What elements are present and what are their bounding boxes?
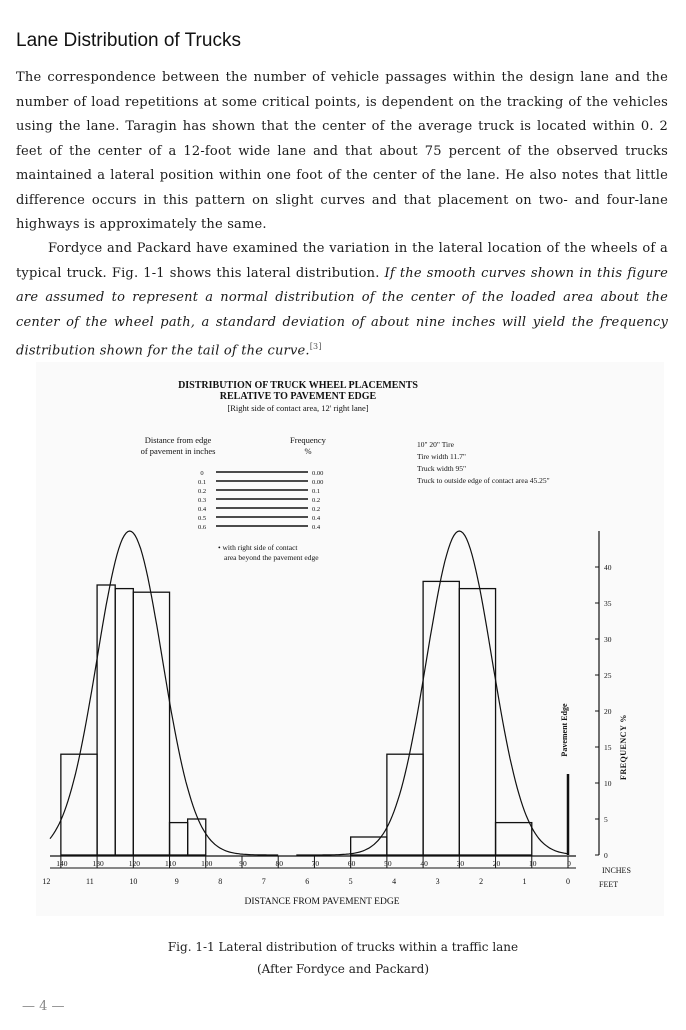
feet-tick-label: 2 [479,877,484,886]
histogram-bar-right [423,581,459,855]
legend-row-frequency: 0.4 [312,524,321,531]
frequency-tick-label: 40 [604,563,612,572]
legend-row-frequency: 0.2 [312,497,321,504]
inches-tick-label: 10 [529,859,537,868]
frequency-tick-label: 30 [604,635,612,644]
legend-row-frequency: 0.00 [312,479,324,486]
legend-row-frequency: 0.1 [312,488,321,495]
chart-title-3: [Right side of contact area, 12' right lane] [227,403,369,413]
inches-tick-label: 70 [311,859,320,868]
legend-frequency-label-1: Frequency [290,435,326,445]
feet-unit-label: FEET [599,880,619,889]
frequency-tick-label: 20 [604,707,612,716]
legend-row-distance: 0 [200,470,204,477]
inches-tick-label: 50 [384,859,392,868]
histogram-bar-right [459,589,495,855]
inches-unit-label: INCHES [602,866,631,875]
legend-row-distance: 0.4 [197,506,207,513]
feet-tick-label: 12 [42,877,51,886]
feet-tick-label: 3 [435,877,440,886]
inches-tick-label: 30 [456,859,465,868]
legend-row-distance: 0.3 [197,497,207,504]
inches-tick-label: 130 [92,859,104,868]
frequency-tick-label: 15 [604,743,612,752]
truck-specs [417,440,550,485]
feet-tick-label: 10 [129,877,138,886]
histogram-bar-left [133,592,169,855]
section-heading: Lane Distribution of Trucks [16,30,241,51]
histogram-bar-right [496,823,532,855]
feet-tick-label: 1 [522,877,527,886]
inches-tick-label: 0 [567,859,571,868]
spec-line: Truck to outside edge of contact area 45.25" [417,476,550,485]
feet-tick-label: 6 [305,877,310,886]
inches-tick-label: 140 [56,859,68,868]
spec-line: 10" 20" Tire [417,440,454,449]
feet-tick-label: 7 [261,877,266,886]
paragraph-2 [16,237,668,364]
paragraph-2-text: Fordyce and Packard have examined the variation in the lateral location of the wheels of a typical truck. Fig. 1-1 shows this lateral distribution. [16,241,668,281]
normal-curve-left [50,531,278,855]
feet-tick-label: 8 [218,877,223,886]
spec-line: Truck width 95" [417,464,467,473]
truck-distribution-chart [36,362,664,916]
pavement-edge-label: Pavement Edge [560,703,569,757]
legend-row-frequency: 0.4 [312,515,321,522]
paragraph-1-text: The correspondence between the number of vehicle passages within the design lane and the number of load repetitions at some critical points, is dependent on the tracking of the vehicles using the lane. Taragin has shown that the center of the average truck is located within 0. 2 feet of the center of a 12-foot wide lane and that about 75 percent of the observed trucks maintained a lateral position within one foot of the center of the lane. He also notes that little difference occurs in this pattern on slight curves and that placement on two- and four-lane highways is approximately the same. [16,70,668,232]
inches-tick-label: 60 [347,859,356,868]
inches-tick-label: 20 [492,859,501,868]
inches-tick-label: 110 [165,859,177,868]
paragraph-1 [16,66,668,238]
legend-rows [198,470,323,531]
inches-tick-label: 80 [275,859,283,868]
inches-tick-label: 40 [420,859,428,868]
legend-row-distance: 0.6 [197,524,207,531]
histogram-bar-left [188,819,206,855]
citation-ref: [3] [309,342,322,351]
frequency-axis-label: FREQUENCY % [619,714,628,780]
frequency-tick-label: 10 [604,779,612,788]
feet-tick-label: 9 [174,877,179,886]
spec-line: Tire width 11.7" [417,452,466,461]
legend-note-2: area beyond the pavement edge [224,553,319,562]
inches-tick-label: 90 [239,859,247,868]
page-number: — 4 — [22,999,65,1014]
legend-note-1: • with right side of contact [218,543,298,552]
feet-tick-label: 4 [392,877,397,886]
legend-row-frequency: 0.00 [312,470,324,477]
inches-tick-label: 100 [201,859,213,868]
frequency-tick-label: 25 [604,671,612,680]
figure-1-1 [36,362,664,916]
legend-distance-label-1: Distance from edge [144,435,212,445]
histogram-bar-left [170,823,188,855]
figure-caption: Fig. 1-1 Lateral distribution of trucks within a traffic lane [167,940,519,954]
legend-frequency-label-2: % [304,446,312,456]
inches-tick-label: 120 [128,859,140,868]
figure-caption-source: (After Fordyce and Packard) [256,962,430,976]
feet-tick-label: 11 [85,877,94,886]
histogram-bar-left [115,589,133,855]
feet-tick-label: 5 [348,877,353,886]
frequency-tick-label: 5 [604,815,608,824]
plot-area [42,531,611,886]
legend-row-frequency: 0.2 [312,506,321,513]
histogram-bar-left [97,585,115,855]
feet-tick-label: 0 [566,877,570,886]
x-axis-title: DISTANCE FROM PAVEMENT EDGE [244,897,400,907]
chart-title-1: DISTRIBUTION OF TRUCK WHEEL PLACEMENTS [178,380,418,391]
histogram-bar-right [387,754,423,855]
chart-title-2: RELATIVE TO PAVEMENT EDGE [219,391,377,402]
legend-distance-label-2: of pavement in inches [140,446,216,456]
frequency-tick-label: 35 [604,599,612,608]
normal-curve-right [296,531,568,855]
legend-row-distance: 0.5 [197,515,207,522]
legend-row-distance: 0.1 [197,479,207,486]
legend-row-distance: 0.2 [197,488,207,495]
paragraph-2-italic: If the smooth curves shown in this figure are assumed to represent a normal distribution of the center of the loaded area about the center of the wheel path, a standard deviation of about nine inches will yield the frequency distribution shown for the tail of the curve. [16,265,668,359]
frequency-tick-label: 0 [604,851,608,860]
